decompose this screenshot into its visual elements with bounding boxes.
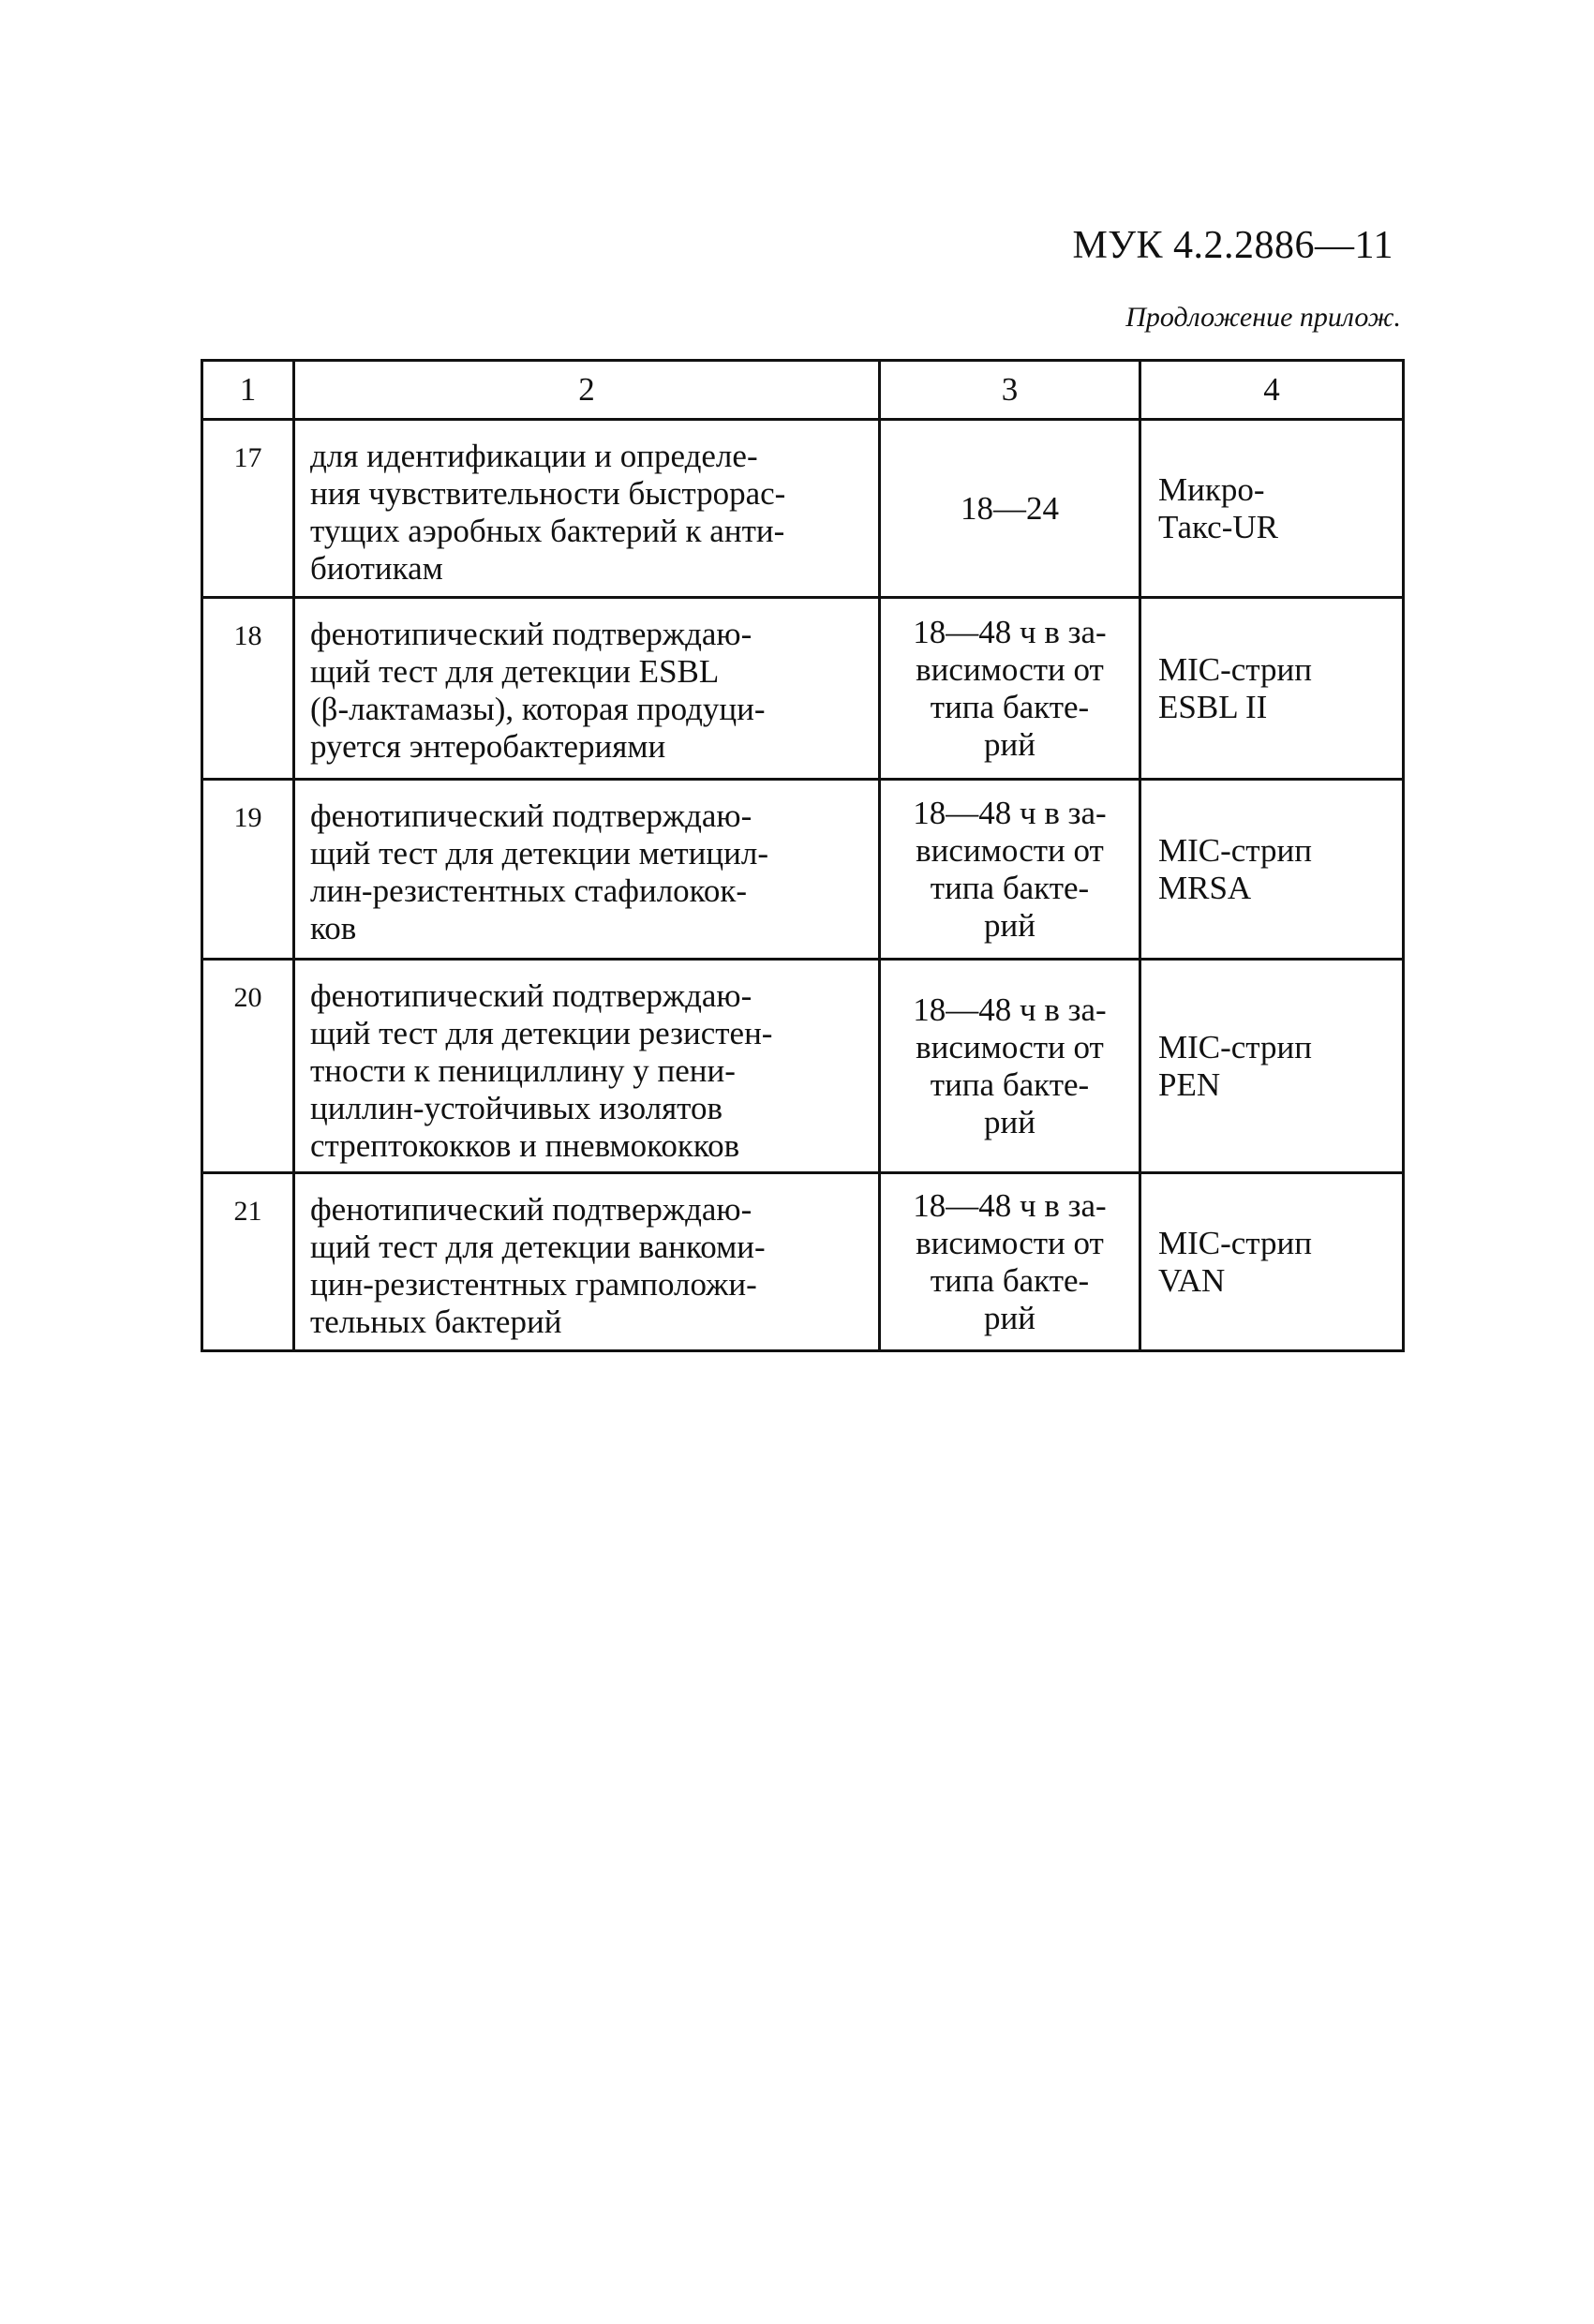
table-row — [202, 960, 1404, 1173]
table-row — [202, 598, 1404, 780]
row-number: 21 — [202, 1173, 294, 1351]
table-row — [202, 420, 1404, 598]
table-header-row — [202, 361, 1404, 420]
row-description: фенотипический подтверждаю- щий тест для детекции резистен- тности к пенициллину у пени- циллин-устойчивых изолятов стрептококков и пневмококков — [294, 960, 880, 1173]
row-time: 18—48 ч в за- висимости от типа бакте- рий — [880, 598, 1140, 780]
row-description: для идентификации и определе- ния чувствительности быстрорас- тущих аэробных бактерий к анти- биотикам — [294, 420, 880, 598]
row-time: 18—24 — [880, 420, 1140, 598]
table-row — [202, 780, 1404, 960]
row-product: MIC-стрип PEN — [1140, 960, 1404, 1173]
row-description: фенотипический подтверждаю- щий тест для детекции ESBL (β-лактамазы), которая продуци- руется энтеробактериями — [294, 598, 880, 780]
document-code: МУК 4.2.2886—11 — [1072, 224, 1393, 267]
row-description: фенотипический подтверждаю- щий тест для детекции ванкоми- цин-резистентных грамположи- тельных бактерий — [294, 1173, 880, 1351]
row-product: MIC-стрип VAN — [1140, 1173, 1404, 1351]
row-product: MIC-стрип MRSA — [1140, 780, 1404, 960]
row-number: 19 — [202, 780, 294, 960]
row-number: 17 — [202, 420, 294, 598]
row-description: фенотипический подтверждаю- щий тест для детекции метицил- лин-резистентных стафилокок- ков — [294, 780, 880, 960]
row-time: 18—48 ч в за- висимости от типа бакте- рий — [880, 960, 1140, 1173]
continuation-note: Продложение прилож. — [1125, 302, 1401, 333]
column-header-4: 4 — [1140, 361, 1404, 420]
column-header-1: 1 — [202, 361, 294, 420]
appendix-table — [201, 359, 1405, 1352]
row-number: 20 — [202, 960, 294, 1173]
row-number: 18 — [202, 598, 294, 780]
row-product: MIC-стрип ESBL II — [1140, 598, 1404, 780]
row-product: Микро- Такс-UR — [1140, 420, 1404, 598]
row-time: 18—48 ч в за- висимости от типа бакте- рий — [880, 780, 1140, 960]
row-time: 18—48 ч в за- висимости от типа бакте- рий — [880, 1173, 1140, 1351]
table-row — [202, 1173, 1404, 1351]
column-header-3: 3 — [880, 361, 1140, 420]
column-header-2: 2 — [294, 361, 880, 420]
